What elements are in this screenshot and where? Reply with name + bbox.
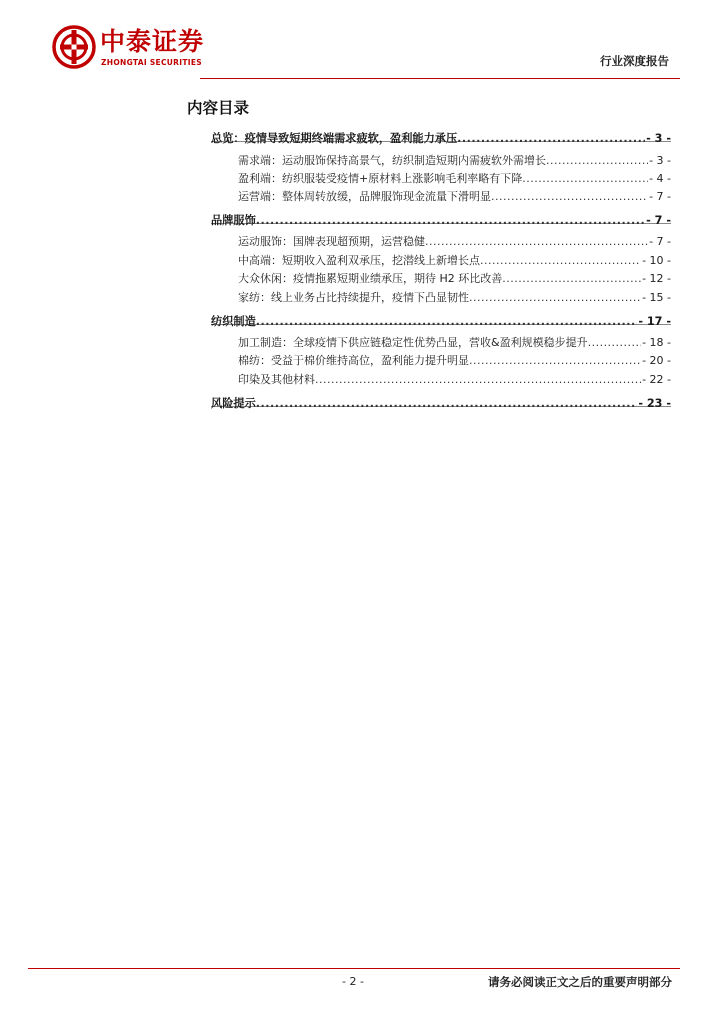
toc-leader-dots (480, 254, 641, 268)
logo-english-name: ZHONGTAI SECURITIES (101, 58, 202, 67)
toc-leader-dots (256, 315, 638, 329)
toc-leader-dots (588, 336, 641, 350)
toc-entry[interactable] (238, 334, 671, 350)
toc-entry-page: - 7 - (649, 235, 671, 248)
toc-entry-page: - 3 - (649, 154, 671, 167)
toc-entry-title: 品牌服饰 (211, 214, 256, 227)
toc-leader-dots (457, 132, 645, 146)
footer-divider (28, 968, 680, 969)
toc-leader-dots (469, 291, 641, 305)
toc-leader-dots (469, 354, 641, 368)
toc-entry-title: 总览：疫情导致短期终端需求疲软，盈利能力承压 (211, 132, 458, 145)
toc-entry[interactable] (211, 130, 671, 146)
toc-entry-title: 风险提示 (211, 397, 256, 410)
toc-entry-title: 运动服饰：国牌表现超预期，运营稳健 (238, 235, 425, 248)
page-number: - 2 - (342, 975, 364, 988)
toc-entry[interactable] (238, 188, 671, 204)
toc-entry[interactable] (238, 371, 671, 387)
toc-leader-dots (546, 154, 648, 168)
toc-entry-page: - 17 - (638, 315, 671, 328)
toc-entry-page: - 23 - (638, 397, 671, 410)
toc-entry-page: - 4 - (649, 172, 671, 185)
toc-entry-title: 棉纺：受益于棉价维持高位，盈利能力提升明显 (238, 354, 469, 367)
toc-entry[interactable] (238, 289, 671, 305)
toc-entry-page: - 3 - (646, 132, 671, 145)
toc-entry-title: 需求端：运动服饰保持高景气，纺织制造短期内需疲软外需增长 (238, 154, 546, 167)
toc-entry-title: 纺织制造 (211, 315, 256, 328)
toc-entry[interactable] (211, 212, 671, 228)
toc-entry-page: - 7 - (646, 214, 671, 227)
toc-leader-dots (256, 214, 645, 228)
logo-chinese-name: 中泰证券 (100, 27, 205, 56)
toc-leader-dots (315, 373, 641, 387)
zhongtai-logo-icon (52, 25, 96, 69)
toc-entry-title: 运营端：整体周转放缓，品牌服饰现金流量下滑明显 (238, 190, 491, 203)
header-divider (200, 78, 680, 79)
toc-entry[interactable] (238, 170, 671, 186)
toc-entry[interactable] (238, 233, 671, 249)
toc-entry-page: - 7 - (649, 190, 671, 203)
toc-leader-dots (502, 272, 641, 286)
toc-entry[interactable] (211, 313, 671, 329)
footer-disclaimer: 请务必阅读正文之后的重要声明部分 (488, 975, 672, 989)
toc-entry-title: 盈利端：纺织服装受疫情+原材料上涨影响毛利率略有下降 (238, 172, 523, 185)
report-type: 行业深度报告 (600, 54, 669, 68)
toc-entry-title: 印染及其他材料 (238, 373, 315, 386)
toc-entry-page: - 20 - (642, 354, 671, 367)
toc-entry-page: - 12 - (642, 272, 671, 285)
toc-entry-page: - 18 - (642, 336, 671, 349)
toc-entry[interactable] (238, 252, 671, 268)
toc-leader-dots (522, 172, 648, 186)
toc-entry-title: 家纺：线上业务占比持续提升，疫情下凸显韧性 (238, 291, 469, 304)
toc-entry[interactable] (211, 395, 671, 411)
company-logo (52, 25, 232, 75)
toc-entry[interactable] (238, 152, 671, 168)
toc-entry-title: 大众休闲：疫情拖累短期业绩承压，期待 H2 环比改善 (238, 272, 503, 285)
toc-entry[interactable] (238, 270, 671, 286)
toc-entry-page: - 22 - (642, 373, 671, 386)
toc-entry-page: - 15 - (642, 291, 671, 304)
toc-leader-dots (425, 235, 648, 249)
toc-entry[interactable] (238, 352, 671, 368)
toc-entry-title: 中高端：短期收入盈利双承压，挖潜线上新增长点 (238, 254, 480, 267)
page-header (0, 0, 724, 90)
toc-title: 内容目录 (187, 99, 250, 117)
toc-leader-dots (491, 190, 648, 204)
toc-leader-dots (256, 397, 638, 411)
toc-entry-page: - 10 - (642, 254, 671, 267)
toc-entry-title: 加工制造：全球疫情下供应链稳定性优势凸显，营收&盈利规模稳步提升 (238, 336, 588, 349)
